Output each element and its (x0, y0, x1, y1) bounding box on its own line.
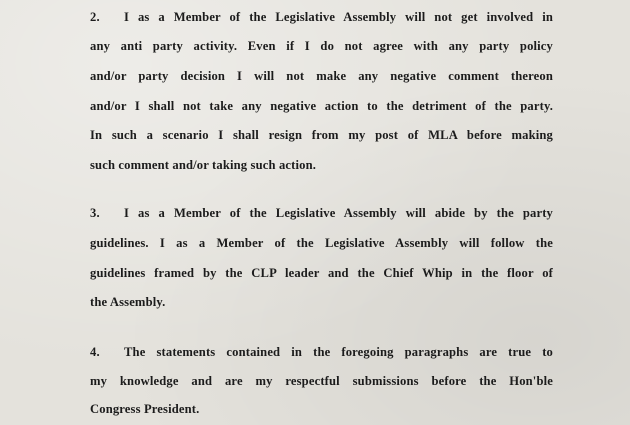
paragraph-line (90, 294, 553, 310)
paragraph-text: I as a Member of the Legislative Assembly will abide by the party (124, 206, 553, 220)
paragraph-line (90, 9, 553, 25)
paragraph-text: any anti party activity. Even if I do not agree with any party policy (90, 39, 553, 53)
paragraph-number: 4. (90, 345, 100, 359)
paragraph-3 (90, 205, 553, 315)
paragraph-line (90, 205, 553, 221)
paragraph-number: 2. (90, 10, 100, 24)
paragraph-text: and/or I shall not take any negative action to the detriment of the party. (90, 99, 553, 113)
paragraph-line (90, 68, 553, 84)
paragraph-text: In such a scenario I shall resign from my post of MLA before making (90, 128, 553, 142)
paragraph-text: my knowledge and are my respectful submissions before the Hon'ble (90, 374, 553, 388)
paragraph-text: and/or party decision I will not make any negative comment thereon (90, 69, 553, 83)
paragraph-line (90, 344, 553, 360)
paragraph-line (90, 38, 553, 54)
paragraph-text: The statements contained in the foregoing paragraphs are true to (124, 345, 553, 359)
paragraph-line (90, 127, 553, 143)
paragraph-text: the Assembly. (90, 295, 166, 309)
paragraph-text: such comment and/or taking such action. (90, 158, 317, 172)
paragraph-line (90, 157, 553, 173)
paragraph-text: I as a Member of the Legislative Assembly will not get involved in (124, 10, 553, 24)
paragraph-line (90, 373, 553, 389)
paragraph-4 (90, 344, 553, 424)
paragraph-line (90, 98, 553, 114)
paragraph-text: guidelines. I as a Member of the Legislative Assembly will follow the (90, 236, 553, 250)
paragraph-line (90, 401, 553, 417)
paragraph-text: guidelines framed by the CLP leader and the Chief Whip in the floor of (90, 266, 553, 280)
paragraph-line (90, 265, 553, 281)
paragraph-number: 3. (90, 206, 100, 220)
paragraph-text: Congress President. (90, 402, 200, 416)
paragraph-2 (90, 9, 553, 179)
paragraph-line (90, 235, 553, 251)
